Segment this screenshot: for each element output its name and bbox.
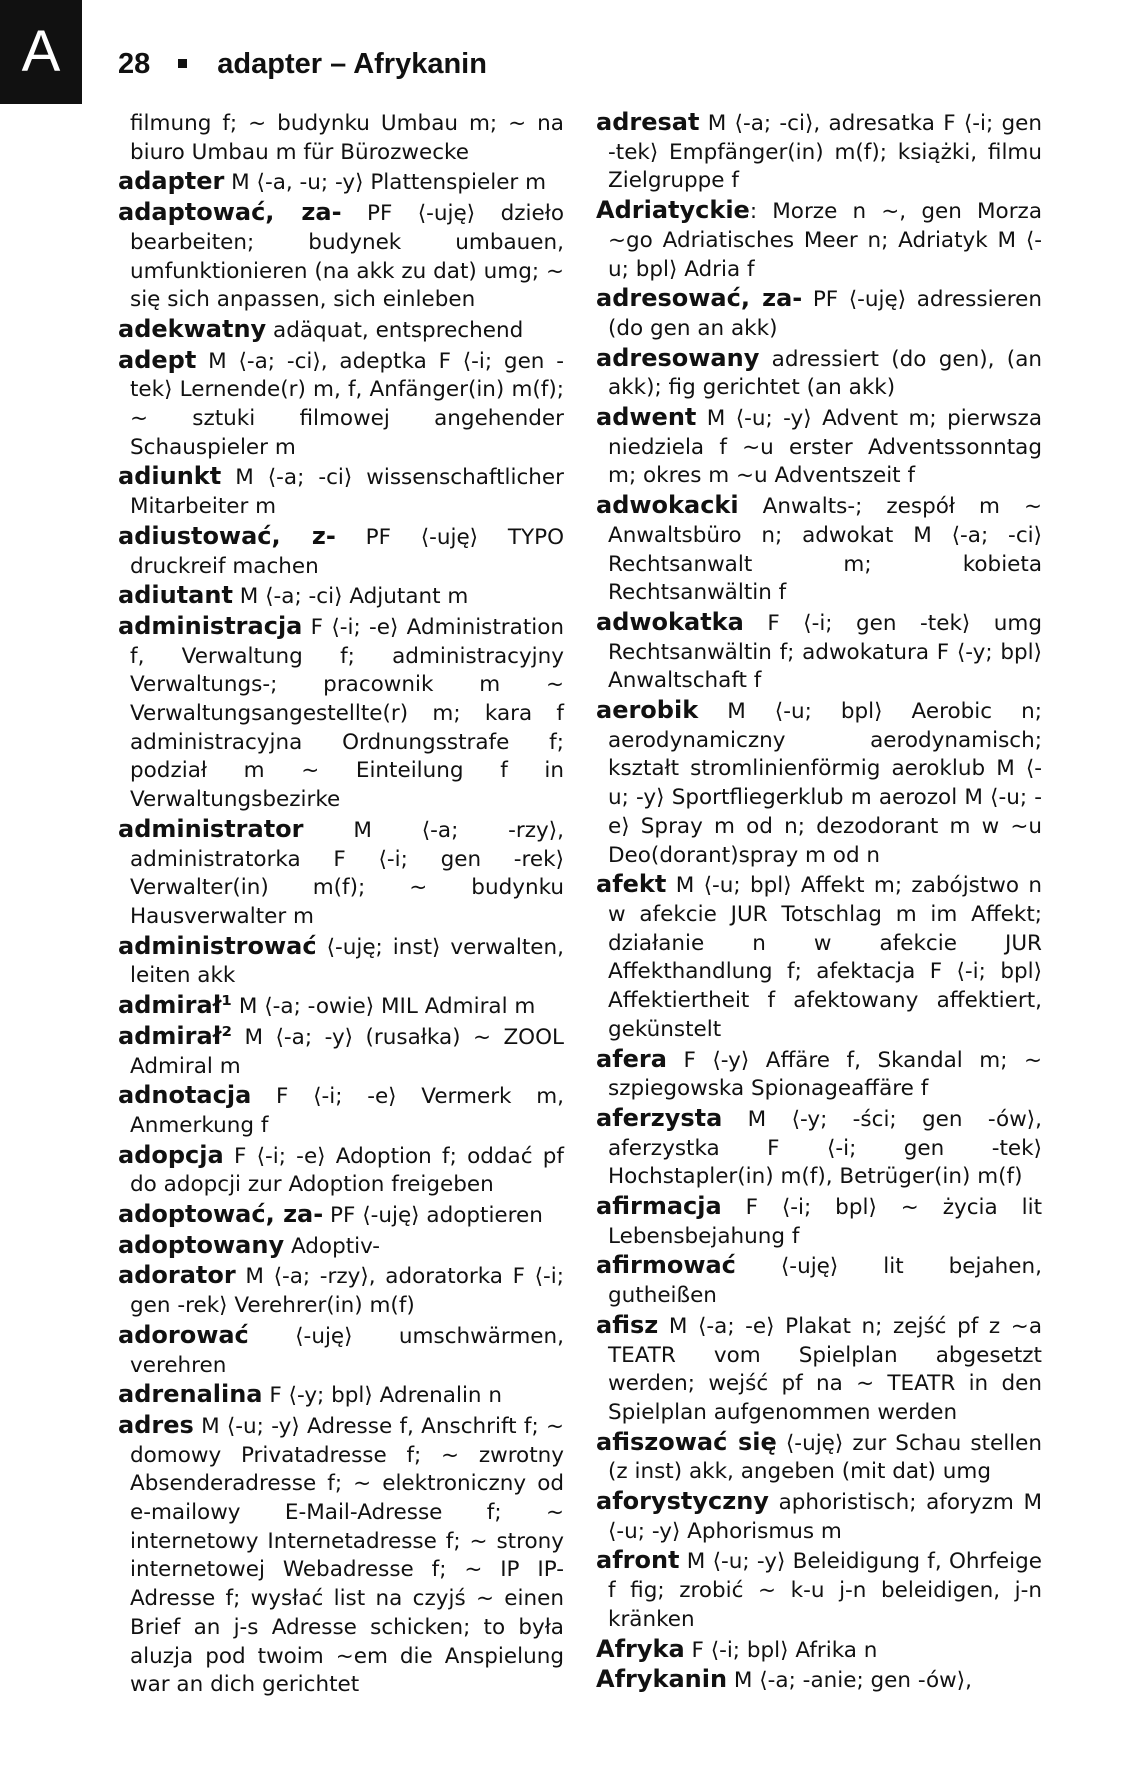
definition: M ⟨-a; -ci⟩, adeptka F ⟨-i; gen -tek⟩ Lernende(r) m, f, Anfänger(in) m(f); ~ sztuki filmowej angehender Schauspieler m (130, 348, 564, 460)
dictionary-entry (596, 1311, 1042, 1428)
headword: afront (596, 1546, 680, 1575)
dictionary-entry (118, 108, 564, 167)
dictionary-entry (596, 1487, 1042, 1546)
definition: M ⟨-a; -rzy⟩, adoratorka F ⟨-i; gen -rek⟩ Verehrer(in) m(f) (130, 1264, 564, 1319)
dictionary-entry (596, 491, 1042, 608)
dictionary-entry (118, 932, 564, 991)
headword: afera (596, 1044, 667, 1073)
bullet-square-icon (178, 59, 187, 68)
headword: adresat (596, 108, 700, 136)
dictionary-entry (118, 1380, 564, 1411)
dictionary-entry (596, 1546, 1042, 1634)
headword: administrować (118, 931, 317, 960)
dictionary-entry (118, 1261, 564, 1320)
definition: ⟨-uję⟩ zur Schau stellen (z inst) akk, angeben (mit dat) umg (608, 1430, 1042, 1485)
running-head: adapter – Afrykanin (217, 48, 487, 80)
dictionary-entry (118, 315, 564, 346)
headword: adwent (596, 403, 697, 432)
headword: adoptowany (118, 1230, 285, 1259)
definition: PF ⟨-uję⟩ TYPO druckreif machen (130, 524, 564, 579)
dictionary-entry (118, 1231, 564, 1262)
definition: M ⟨-a, -u; -y⟩ Plattenspieler m (224, 170, 547, 196)
headword: Afryka (596, 1634, 685, 1663)
definition: F ⟨-i; bpl⟩ Afrika n (684, 1637, 878, 1663)
dictionary-entry (118, 991, 564, 1022)
dictionary-entry (118, 1022, 564, 1081)
headword: administracja (118, 611, 303, 640)
definition: M ⟨-a; -rzy⟩, administratorka F ⟨-i; gen -rek⟩ Verwalter(in) m(f); ~ budynku Hausverwalter m (130, 817, 564, 929)
definition: adressiert (do gen), (an akk); fig gerichtet (an akk) (608, 346, 1042, 401)
definition: M ⟨-a; -anie; gen -ów⟩, (727, 1668, 972, 1694)
definition: adäquat, entsprechend (266, 317, 524, 343)
headword: adekwatny (118, 314, 267, 343)
dictionary-entry (118, 612, 564, 815)
definition: Anwalts-; zespół m ~ Anwaltsbüro n; adwokat M ⟨-a; -ci⟩ Rechtsanwalt m; kobieta Rechtsanwältin f (608, 494, 1042, 606)
headword: admirał¹ (118, 991, 233, 1020)
definition: M ⟨-y; -ści; gen -ów⟩, aferzystka F ⟨-i; gen -tek⟩ Hochstapler(in) m(f), Betrüger(in) m(f) (608, 1106, 1042, 1190)
dictionary-entry (596, 1635, 1042, 1666)
headword: adaptować, za- (118, 198, 342, 227)
headword: aforystyczny (596, 1487, 769, 1516)
definition: PF ⟨-uję⟩ adressieren (do gen an akk) (608, 287, 1043, 341)
dictionary-entry (596, 284, 1042, 343)
dictionary-entry (118, 198, 564, 315)
definition: PF ⟨-uję⟩ adoptieren (323, 1203, 543, 1229)
dictionary-entry (596, 1665, 1042, 1696)
definition: F ⟨-i; gen -tek⟩ umg Rechtsanwältin f; adwokatura F ⟨-y; bpl⟩ Anwaltschaft f (608, 610, 1042, 694)
definition: F ⟨-y; bpl⟩ Adrenalin n (262, 1383, 503, 1409)
dictionary-entry (596, 696, 1042, 870)
running-header (118, 44, 487, 84)
headword: aferzysta (596, 1103, 723, 1132)
headword: afirmacja (596, 1192, 722, 1221)
definition: F ⟨-i; -e⟩ Administration f, Verwaltung f; administracyjny Verwaltungs-; pracownik m ~ Verwaltungsangestellte(r) m; kara f administracyjna Ordnungsstrafe f; podział m ~ Einteilung f in Verwaltungsbezirke (130, 614, 564, 813)
headword: afirmować (596, 1251, 736, 1280)
definition: M ⟨-a; -y⟩ (rusałka) ~ ZOOL Admiral m (130, 1024, 564, 1079)
headword: adorator (118, 1261, 236, 1290)
headword: adwokacki (596, 491, 739, 520)
headword: adresowany (596, 343, 760, 372)
definition: M ⟨-u; -y⟩ Beleidigung f, Ohrfeige f fig; zrobić ~ k-u j-n beleidigen, j-n kränken (608, 1549, 1042, 1632)
definition: aphoristisch; aforyzm M ⟨-u; -y⟩ Aphorismus m (608, 1490, 1042, 1544)
definition: M ⟨-a; -e⟩ Plakat n; zejść pf z ~a TEATR vom Spielplan abgesetzt werden; wejść pf na ~ TEATR in den Spielplan aufgenommen werden (608, 1313, 1042, 1425)
headword: aerobik (596, 696, 699, 725)
dictionary-entry (118, 346, 564, 463)
definition: PF ⟨-uję⟩ dzieło bearbeiten; budynek umbauen, umfunktionieren (na akk zu dat) umg; ~ się sich anpassen, sich einleben (130, 201, 564, 313)
definition: : Morze n ~, gen Morza ~go Adriatisches Meer n; Adriatyk M ⟨-u; bpl⟩ Adria f (608, 199, 1042, 282)
left-column (118, 108, 564, 1700)
dictionary-entry (118, 815, 564, 932)
headword: afisz (596, 1310, 659, 1339)
definition: M ⟨-u; bpl⟩ Aerobic n; aerodynamiczny aerodynamisch; kształt stromlinienförmig aeroklub M ⟨-u; -y⟩ Sportfliegerklub m aerozol M ⟨-u; -e⟩ Spray m od n; dezodorant m w ~u Deo(dorant)spray m od n (608, 699, 1042, 868)
headword: adiustować, z- (118, 521, 336, 550)
definition: F ⟨-i; -e⟩ Adoption f; oddać pf do adopcji zur Adoption freigeben (130, 1143, 564, 1198)
headword: afekt (596, 870, 667, 899)
dictionary-entry (118, 1321, 564, 1380)
dictionary-entry (596, 1192, 1042, 1251)
dictionary-entry (596, 1428, 1042, 1487)
definition: M ⟨-a; -ci⟩, adresatka F ⟨-i; gen -tek⟩ Empfänger(in) m(f); książki, filmu Zielgruppe f (608, 111, 1042, 194)
definition: filmung f; ~ budynku Umbau m; ~ na biuro Umbau m für Bürozwecke (130, 111, 564, 165)
headword: Afrykanin (596, 1665, 728, 1694)
definition: ⟨-uję⟩ umschwärmen, verehren (130, 1323, 564, 1378)
headword: adapter (118, 167, 225, 196)
headword: Adriatyckie (596, 196, 750, 225)
definition: F ⟨-i; bpl⟩ ~ życia lit Lebensbejahung f (608, 1195, 1042, 1249)
dictionary-entry (596, 1045, 1042, 1104)
dictionary-entry (118, 1411, 564, 1700)
right-column (596, 108, 1042, 1696)
definition: M ⟨-a; -ci⟩ Adjutant m (232, 584, 469, 610)
headword: adoptować, za- (118, 1200, 324, 1229)
letter-tab: A (0, 0, 82, 104)
definition: Adoptiv- (284, 1233, 381, 1259)
headword: adresować, za- (596, 284, 803, 313)
page-number: 28 (118, 48, 151, 80)
headword: adiutant (118, 581, 233, 610)
headword: adiunkt (118, 462, 222, 491)
dictionary-entry (118, 462, 564, 521)
dictionary-entry (118, 522, 564, 581)
definition: F ⟨-i; -e⟩ Vermerk m, Anmerkung f (130, 1084, 564, 1138)
definition: ⟨-uję⟩ lit bejahen, gutheißen (608, 1254, 1042, 1309)
headword: adres (118, 1410, 194, 1439)
dictionary-entry (118, 1141, 564, 1200)
dictionary-entry (596, 403, 1042, 491)
definition: M ⟨-u; bpl⟩ Affekt m; zabójstwo n w afekcie JUR Totschlag m im Affekt; działanie n w afekcie JUR Affekthandlung f; afektacja F ⟨-i; bpl⟩ Affektiertheit f afektowany affektiert, gekünstelt (608, 873, 1042, 1042)
headword: adnotacja (118, 1081, 252, 1110)
dictionary-entry (118, 581, 564, 612)
definition: M ⟨-a; -ci⟩ wissenschaftlicher Mitarbeiter m (130, 465, 564, 520)
definition: M ⟨-u; -y⟩ Advent m; pierwsza niedziela f ~u erster Adventssonntag m; okres m ~u Adventszeit f (608, 406, 1042, 489)
dictionary-entry (596, 196, 1042, 284)
dictionary-entry (596, 344, 1042, 403)
headword: admirał² (118, 1021, 233, 1050)
headword: adrenalina (118, 1380, 263, 1409)
dictionary-entry (596, 1251, 1042, 1310)
headword: adorować (118, 1320, 249, 1349)
definition: M ⟨-a; -owie⟩ MIL Admiral m (232, 994, 536, 1020)
headword: adwokatka (596, 607, 744, 636)
headword: adept (118, 345, 197, 374)
dictionary-entry (118, 1200, 564, 1231)
definition: M ⟨-u; -y⟩ Adresse f, Anschrift f; ~ domowy Privatadresse f; ~ zwrotny Absenderadresse f; ~ elektroniczny od e-mailowy E-Mail-Adresse f; ~ internetowy Internetadresse f; ~ strony internetowej Webadresse f; ~ IP IP-Adresse f; wysłać list na czyjś ~ einen Brief an j-s Adresse schicken; to była aluzja pod twoim ~em die Anspielung war an dich gerichtet (130, 1413, 564, 1698)
dictionary-entry (596, 870, 1042, 1044)
headword: adopcja (118, 1140, 224, 1169)
headword: administrator (118, 814, 304, 843)
dictionary-entry (118, 167, 564, 198)
dictionary-entry (596, 108, 1042, 196)
headword: afiszować się (596, 1427, 777, 1456)
definition: ⟨-uję; inst⟩ verwalten, leiten akk (130, 934, 564, 989)
definition: F ⟨-y⟩ Affäre f, Skandal m; ~ szpiegowska Spionageaffäre f (608, 1047, 1042, 1102)
dictionary-entry (596, 608, 1042, 696)
dictionary-entry (118, 1081, 564, 1140)
dictionary-entry (596, 1104, 1042, 1192)
